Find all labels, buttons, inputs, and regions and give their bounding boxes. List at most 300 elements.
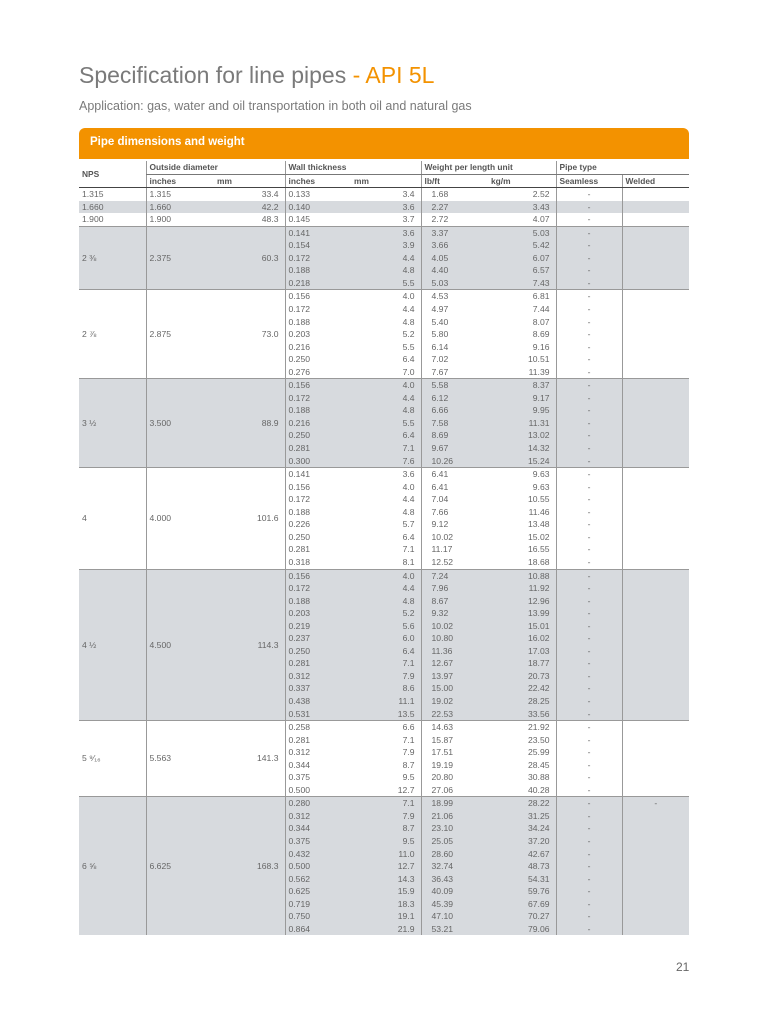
cell-seamless: - [556,379,622,392]
cell-wt-inches: 0.172 [285,252,351,265]
cell-od-inches: 2.875 [146,290,214,379]
cell-wt-inches: 0.375 [285,771,351,784]
cell-seamless: - [556,543,622,556]
cell-kgm: 30.88 [528,772,550,783]
cell-wt-inches: 0.218 [285,277,351,290]
cell-kgm: 37.20 [488,835,556,848]
cell-od-mm: 60.3 [214,226,285,290]
cell-od-mm: 88.9 [214,379,285,468]
cell-wt-mm: 11.0 [351,848,421,861]
cell-welded [622,239,689,252]
cell-wt-inches: 0.258 [285,721,351,734]
page-number: 21 [676,960,690,974]
cell-welded [622,632,689,645]
cell-wt-inches: 0.156 [285,379,351,392]
cell-welded [622,417,689,430]
cell-welded: - [622,797,689,810]
cell-kgm: 21.92 [488,721,556,734]
cell-seamless: - [556,746,622,759]
cell-lbft: 10.02 [421,620,488,633]
cell-wt-mm: 4.8 [351,595,421,608]
cell-wt-inches: 0.337 [285,682,351,695]
cell-wt-mm: 5.7 [402,519,415,530]
table-row [79,201,689,214]
header-nps: NPS [79,161,146,188]
cell-seamless: - [556,645,622,658]
cell-kgm: 6.57 [488,264,556,277]
cell-welded [622,848,689,861]
cell-kgm: 28.25 [488,695,556,708]
cell-wt-mm: 7.1 [351,442,421,455]
cell-lbft: 7.67 [421,366,488,379]
page-subtitle: Application: gas, water and oil transportation in both oil and natural gas [79,99,472,113]
cell-welded [622,366,689,379]
cell-od-inches: 1.660 [146,201,214,214]
cell-lbft: 7.04 [421,493,488,506]
cell-seamless: - [556,682,622,695]
cell-lbft: 21.06 [421,810,488,823]
cell-wt-inches: 0.625 [285,885,351,898]
cell-kgm: 8.37 [488,379,556,392]
cell-kgm: 8.07 [532,316,550,327]
cell-kgm: 34.24 [488,822,556,835]
cell-od-mm: 42.2 [214,201,285,214]
header-welded: Welded [622,174,689,188]
cell-wt-mm: 21.9 [351,923,421,936]
cell-wt-mm: 4.8 [402,316,415,327]
cell-wt-mm: 7.1 [402,734,415,745]
cell-kgm: 4.07 [532,214,550,225]
cell-seamless: - [556,353,622,366]
cell-wt-inches: 0.312 [285,670,351,683]
cell-kgm: 8.69 [532,329,550,340]
cell-lbft: 10.26 [421,455,488,468]
cell-wt-inches: 0.280 [285,797,351,810]
cell-seamless: - [556,239,622,252]
cell-wt-mm: 6.4 [402,531,415,542]
cell-kgm: 42.67 [488,848,556,861]
cell-od-inches: 6.625 [146,797,214,936]
cell-wt-inches: 0.281 [285,657,351,670]
cell-wt-mm: 6.6 [351,721,421,734]
cell-wt-mm: 3.6 [351,468,421,481]
cell-kgm: 14.32 [488,442,556,455]
cell-seamless: - [556,759,622,772]
cell-wt-mm: 4.8 [402,506,415,517]
cell-wt-mm: 4.0 [351,569,421,582]
cell-lbft: 13.97 [421,670,488,683]
cell-od-inches: 1.315 [146,188,214,201]
cell-lbft: 2.72 [421,213,488,226]
cell-seamless: - [556,404,622,417]
cell-welded [622,392,689,405]
cell-welded [622,822,689,835]
cell-lbft: 19.02 [421,695,488,708]
cell-wt-mm: 5.5 [351,277,421,290]
header-pipe-type: Pipe type [556,161,689,174]
cell-seamless: - [556,264,622,277]
cell-welded [622,582,689,595]
cell-wt-mm: 6.4 [402,354,415,365]
cell-lbft: 7.96 [421,582,488,595]
cell-lbft: 10.02 [421,531,488,544]
cell-seamless: - [556,595,622,608]
cell-wt-inches: 0.237 [285,632,351,645]
cell-od-mm: 33.4 [261,189,279,200]
cell-welded [622,645,689,658]
cell-lbft: 7.66 [421,506,488,519]
cell-wt-inches: 0.375 [285,835,351,848]
cell-lbft: 18.99 [421,797,488,810]
cell-kgm: 33.56 [488,708,556,721]
cell-seamless: - [556,290,622,303]
cell-welded [622,923,689,936]
cell-seamless: - [556,784,622,797]
cell-wt-inches: 0.500 [285,784,351,797]
cell-wt-mm: 6.4 [351,645,421,658]
cell-kgm: 16.55 [528,544,550,555]
cell-kgm: 9.95 [488,404,556,417]
cell-welded [622,290,689,303]
cell-nps: 1.900 [82,214,104,225]
cell-welded [622,353,689,366]
cell-od-mm: 73.0 [214,290,285,379]
cell-lbft: 7.24 [421,569,488,582]
cell-lbft: 5.03 [421,277,488,290]
cell-welded [622,468,689,481]
cell-wt-inches: 0.250 [285,353,351,366]
header-od-inches: inches [146,174,214,188]
cell-wt-inches: 0.172 [285,303,351,316]
cell-wt-mm: 9.5 [402,772,415,783]
cell-seamless: - [556,493,622,506]
cell-od-inches: 5.563 [146,721,214,797]
cell-nps: 4 [79,468,146,569]
cell-lbft: 45.39 [421,898,488,911]
cell-lbft: 47.10 [421,910,488,923]
cell-wt-mm: 5.2 [402,329,415,340]
cell-wt-inches: 0.203 [285,607,351,620]
cell-seamless: - [556,873,622,886]
cell-wt-mm: 6.0 [351,632,421,645]
cell-lbft: 6.41 [421,468,488,481]
cell-wt-inches: 0.145 [285,213,351,226]
cell-seamless: - [556,848,622,861]
cell-seamless: - [556,556,622,569]
cell-welded [622,595,689,608]
cell-welded [622,657,689,670]
cell-wt-mm: 4.0 [351,379,421,392]
cell-welded [622,746,689,759]
header-wall-thickness: Wall thickness [285,161,421,174]
cell-wt-mm: 5.5 [402,341,415,352]
cell-kgm: 59.76 [488,885,556,898]
cell-lbft: 23.10 [421,822,488,835]
cell-wt-inches: 0.281 [285,734,351,747]
cell-lbft: 27.06 [421,784,488,797]
cell-seamless: - [556,392,622,405]
cell-lbft: 15.87 [421,734,488,747]
table-row [79,797,689,810]
cell-seamless: - [556,923,622,936]
cell-wt-inches: 0.250 [285,429,351,442]
cell-lbft: 15.00 [421,682,488,695]
cell-wt-mm: 15.9 [351,885,421,898]
cell-wt-inches: 0.140 [285,201,351,214]
cell-kgm: 11.46 [528,506,550,517]
cell-welded [622,885,689,898]
cell-seamless: - [556,316,622,329]
cell-wt-mm: 6.4 [351,429,421,442]
cell-welded [622,721,689,734]
cell-wt-inches: 0.219 [285,620,351,633]
cell-seamless: - [556,226,622,239]
cell-kgm: 9.17 [488,392,556,405]
cell-welded [622,442,689,455]
cell-lbft: 2.27 [421,201,488,214]
cell-wt-inches: 0.344 [285,759,351,772]
cell-welded [622,264,689,277]
cell-nps: 6 ⅝ [79,797,146,936]
cell-nps: 3 ½ [79,379,146,468]
cell-kgm: 18.77 [488,657,556,670]
cell-kgm: 28.45 [528,759,550,770]
cell-seamless: - [556,695,622,708]
cell-wt-mm: 3.6 [351,226,421,239]
cell-seamless: - [556,277,622,290]
cell-wt-inches: 0.312 [285,810,351,823]
cell-wt-mm: 4.0 [402,481,415,492]
cell-lbft: 9.32 [421,607,488,620]
cell-wt-inches: 0.276 [285,366,351,379]
cell-welded [622,810,689,823]
cell-kgm: 13.48 [528,519,550,530]
cell-wt-inches: 0.154 [285,239,351,252]
cell-welded [622,226,689,239]
cell-seamless: - [556,721,622,734]
cell-od-mm: 48.3 [261,214,279,225]
cell-wt-inches: 0.344 [285,822,351,835]
cell-kgm: 15.02 [528,531,550,542]
cell-lbft: 53.21 [421,923,488,936]
cell-nps: 4 ½ [79,569,146,721]
cell-od-mm: 168.3 [214,797,285,936]
cell-welded [622,607,689,620]
cell-wt-mm: 7.0 [402,366,415,377]
cell-welded [622,873,689,886]
cell-lbft: 22.53 [421,708,488,721]
cell-kgm: 2.52 [532,189,550,200]
cell-wt-mm: 18.3 [351,898,421,911]
cell-kgm: 11.92 [488,582,556,595]
cell-welded [622,860,689,873]
cell-wt-mm: 7.9 [351,810,421,823]
cell-seamless: - [556,632,622,645]
cell-lbft: 5.58 [421,379,488,392]
cell-kgm: 9.63 [488,468,556,481]
cell-seamless: - [556,569,622,582]
cell-seamless: - [556,518,622,531]
cell-seamless: - [556,481,622,494]
cell-wt-mm: 5.6 [351,620,421,633]
cell-od-mm: 114.3 [214,569,285,721]
cell-welded [622,569,689,582]
cell-kgm: 31.25 [488,810,556,823]
table-row [79,213,689,226]
cell-lbft: 17.51 [421,746,488,759]
cell-welded [622,708,689,721]
cell-kgm: 23.50 [528,734,550,745]
cell-seamless: - [556,670,622,683]
cell-lbft: 12.52 [421,556,488,569]
cell-od-inches: 2.375 [146,226,214,290]
cell-welded [622,518,689,531]
cell-wt-inches: 0.133 [285,188,351,201]
cell-welded [622,303,689,316]
cell-wt-mm: 4.4 [402,494,415,505]
cell-wt-mm: 5.5 [351,417,421,430]
cell-lbft: 7.58 [421,417,488,430]
cell-wt-mm: 14.3 [351,873,421,886]
table-row [79,290,689,303]
section-banner [79,128,689,159]
cell-kgm: 6.81 [488,290,556,303]
header-od-mm: mm [214,174,285,188]
cell-lbft: 32.74 [421,860,488,873]
cell-seamless: - [556,898,622,911]
cell-welded [622,784,689,797]
cell-od-inches: 4.500 [146,569,214,721]
cell-welded [622,455,689,468]
cell-wt-mm: 4.4 [351,252,421,265]
cell-welded [622,493,689,506]
cell-lbft: 1.68 [421,188,488,201]
cell-kgm: 10.55 [528,494,550,505]
cell-seamless: - [556,341,622,354]
cell-wt-inches: 0.156 [285,569,351,582]
cell-wt-inches: 0.500 [285,860,351,873]
cell-kgm: 22.42 [488,682,556,695]
cell-welded [622,316,689,329]
cell-lbft: 4.97 [421,303,488,316]
cell-seamless: - [556,455,622,468]
cell-lbft: 9.67 [421,442,488,455]
cell-seamless: - [556,708,622,721]
cell-kgm: 18.68 [528,556,550,567]
table-row [79,226,689,239]
cell-welded [622,695,689,708]
cell-wt-mm: 9.5 [351,835,421,848]
table-row [79,721,689,734]
cell-seamless: - [556,734,622,747]
cell-wt-mm: 7.9 [351,670,421,683]
page-title [79,62,434,89]
cell-wt-inches: 0.188 [285,264,351,277]
cell-wt-inches: 0.226 [285,518,351,531]
cell-kgm: 40.28 [528,784,550,795]
cell-wt-mm: 7.9 [402,747,415,758]
cell-seamless: - [556,429,622,442]
section-title: Pipe dimensions and weight [90,136,245,148]
cell-wt-mm: 4.4 [351,582,421,595]
cell-wt-inches: 0.318 [285,556,351,569]
cell-kgm: 17.03 [488,645,556,658]
cell-wt-mm: 12.7 [351,860,421,873]
cell-wt-inches: 0.312 [285,746,351,759]
cell-wt-mm: 5.2 [351,607,421,620]
cell-wt-mm: 7.1 [351,657,421,670]
header-outside-diameter: Outside diameter [146,161,285,174]
cell-seamless: - [556,810,622,823]
header-lbft: lb/ft [421,174,488,188]
cell-nps: 2 ⅜ [79,226,146,290]
cell-wt-inches: 0.156 [285,290,351,303]
cell-lbft: 8.67 [421,595,488,608]
cell-wt-inches: 0.188 [285,404,351,417]
cell-welded [622,341,689,354]
cell-welded [622,429,689,442]
cell-wt-mm: 11.1 [351,695,421,708]
cell-seamless: - [556,797,622,810]
cell-lbft: 6.41 [421,481,488,494]
cell-seamless: - [556,303,622,316]
cell-lbft: 14.63 [421,721,488,734]
cell-wt-inches: 0.156 [285,481,351,494]
cell-seamless: - [556,506,622,519]
cell-lbft: 36.43 [421,873,488,886]
cell-wt-inches: 0.172 [285,582,351,595]
cell-kgm: 5.42 [488,239,556,252]
cell-welded [622,328,689,341]
cell-seamless: - [556,607,622,620]
cell-seamless: - [556,531,622,544]
cell-wt-inches: 0.531 [285,708,351,721]
cell-lbft: 4.05 [421,252,488,265]
cell-wt-inches: 0.203 [285,328,351,341]
cell-wt-inches: 0.216 [285,417,351,430]
cell-lbft: 9.12 [421,518,488,531]
cell-wt-mm: 7.6 [351,455,421,468]
cell-welded [622,543,689,556]
cell-od-inches: 1.900 [146,213,214,226]
cell-od-inches: 4.000 [146,468,214,569]
cell-kgm: 9.16 [532,341,550,352]
cell-seamless: - [556,188,622,201]
cell-wt-inches: 0.864 [285,923,351,936]
cell-welded [622,201,689,214]
cell-wt-inches: 0.719 [285,898,351,911]
cell-lbft: 3.37 [421,226,488,239]
cell-welded [622,252,689,265]
cell-kgm: 11.31 [488,417,556,430]
cell-wt-mm: 4.4 [402,304,415,315]
cell-welded [622,379,689,392]
cell-welded [622,910,689,923]
cell-wt-inches: 0.172 [285,493,351,506]
cell-lbft: 6.12 [421,392,488,405]
title-separator: - [346,62,366,88]
cell-od-mm: 141.3 [214,721,285,797]
cell-seamless: - [556,582,622,595]
cell-kgm: 3.43 [488,201,556,214]
header-wt-mm: mm [351,174,421,188]
cell-welded [622,531,689,544]
cell-lbft: 8.69 [421,429,488,442]
cell-kgm: 54.31 [488,873,556,886]
cell-welded [622,682,689,695]
cell-lbft: 40.09 [421,885,488,898]
cell-welded [622,556,689,569]
